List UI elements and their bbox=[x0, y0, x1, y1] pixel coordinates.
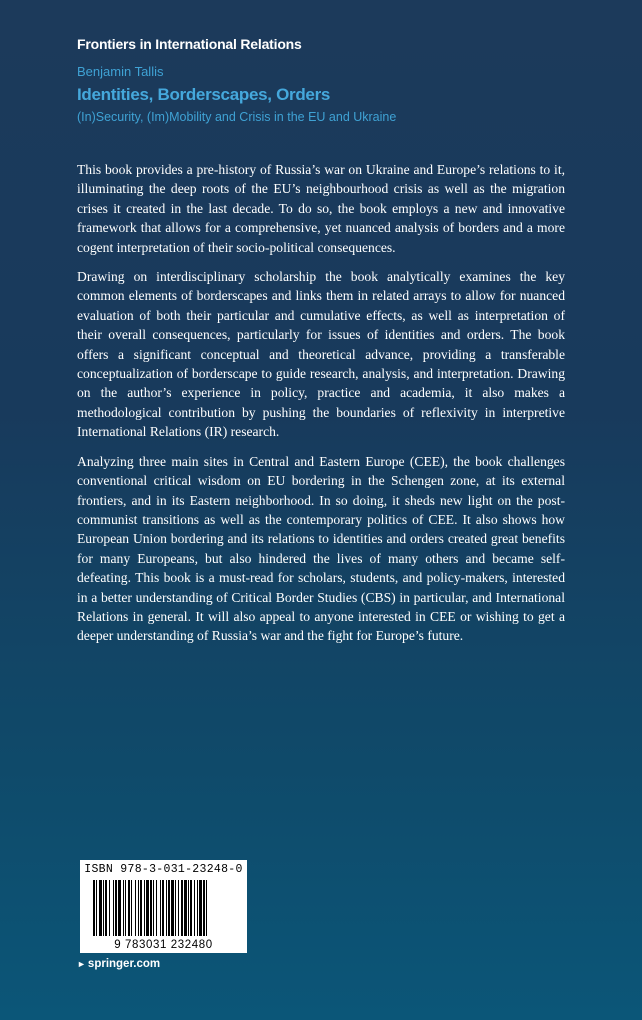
barcode-bar bbox=[190, 880, 192, 936]
barcode-bar bbox=[138, 880, 139, 936]
barcode-bar bbox=[140, 880, 142, 936]
barcode-bar bbox=[197, 880, 198, 936]
barcode-bar bbox=[109, 880, 110, 936]
barcode-bar bbox=[103, 880, 104, 936]
barcode-bar bbox=[203, 880, 205, 936]
barcode-bar bbox=[131, 880, 132, 936]
isbn-digits: 9 783031 232480 bbox=[114, 939, 213, 951]
barcode-bar bbox=[156, 880, 157, 936]
barcode-bar bbox=[188, 880, 189, 936]
book-subtitle: (In)Security, (Im)Mobility and Crisis in the EU and Ukraine bbox=[77, 110, 397, 124]
barcode-bar bbox=[99, 880, 102, 936]
publisher-link[interactable] bbox=[77, 958, 160, 970]
author-name: Benjamin Tallis bbox=[77, 64, 164, 79]
barcode-bar bbox=[125, 880, 126, 936]
series-title: Frontiers in International Relations bbox=[77, 36, 302, 52]
barcode-bar bbox=[194, 880, 195, 936]
barcode-bar bbox=[175, 880, 176, 936]
book-title: Identities, Borderscapes, Orders bbox=[77, 85, 331, 104]
barcode-bar bbox=[128, 880, 130, 936]
barcode-bar bbox=[118, 880, 121, 936]
publisher-url: springer.com bbox=[87, 958, 161, 970]
barcode-bar bbox=[105, 880, 107, 936]
arrow-icon: ► bbox=[77, 959, 86, 969]
barcode-bar bbox=[206, 880, 207, 936]
blurb-paragraph: Analyzing three main sites in Central and Eastern Europe (CEE), the book challenges conventional critical wisdom on EU bordering in the Schengen zone, at its external frontiers, and in its Eastern neighborhood. In so doing, it sheds new light on the post-communist transitions as well as the contemporary politics of CEE. It also shows how European Union bordering and its relations to identities and orders created great benefits for many Europeans, but also hindered the lives of many others and became self-defeating. This book is a must-read for scholars, students, and policy-makers, interested in a better understanding of Critical Border Studies (CBS) in particular, and International Relations in general. It will also appeal to anyone interested in CEE or wishing to get a deeper understanding of Russia’s war and the fight for Europe’s future. bbox=[77, 453, 565, 644]
barcode-bar bbox=[168, 880, 170, 936]
barcode-bar bbox=[166, 880, 167, 936]
barcode-bar bbox=[144, 880, 145, 936]
blurb-paragraph: Drawing on interdisciplinary scholarship the book analytically examines the key common elements of borderscapes and links them in related arrays to allow for nuanced evaluation of both their particular and cumulative effects, as well as interpretation of their overall consequences, particularly for issues of identities and orders. The book offers a significant conceptual and theoretical advance, providing a transferable conceptualization of borderscape to guide research, analysis, and interpretation. Drawing on the author’s experience in policy, practice and academia, it also makes a methodological contribution by pushing the boundaries of reflexivity in interpretive International Relations (IR) research. bbox=[77, 269, 565, 440]
barcode-bar bbox=[135, 880, 136, 936]
barcode-bar bbox=[123, 880, 124, 936]
barcode-bar bbox=[162, 880, 164, 936]
barcode-bar bbox=[199, 880, 202, 936]
blurb-paragraph: This book provides a pre-history of Russia’s war on Ukraine and Europe’s relations to it, illuminating the deep roots of the EU’s neighbourhood crisis as well as the migration crises it created in the last decade. To do so, the book employs a new and innovative framework that allows for a comprehensive, yet nuanced analysis of borders and a more cogent interpretation of their socio-political consequences. bbox=[77, 162, 565, 255]
barcode-bar bbox=[181, 880, 183, 936]
isbn-label: ISBN 978-3-031-23248-0 bbox=[84, 863, 243, 876]
barcode-bar bbox=[96, 880, 97, 936]
barcode-bar bbox=[150, 880, 152, 936]
barcode-bar bbox=[146, 880, 149, 936]
barcode-bar bbox=[160, 880, 161, 936]
barcode-bar bbox=[178, 880, 179, 936]
barcode-bar bbox=[153, 880, 154, 936]
barcode-bar bbox=[184, 880, 187, 936]
barcode-bar bbox=[113, 880, 114, 936]
barcode-bar bbox=[171, 880, 174, 936]
blurb bbox=[77, 160, 565, 656]
barcode-bar bbox=[115, 880, 117, 936]
barcode-bar bbox=[93, 880, 95, 936]
barcode-box bbox=[80, 860, 247, 953]
